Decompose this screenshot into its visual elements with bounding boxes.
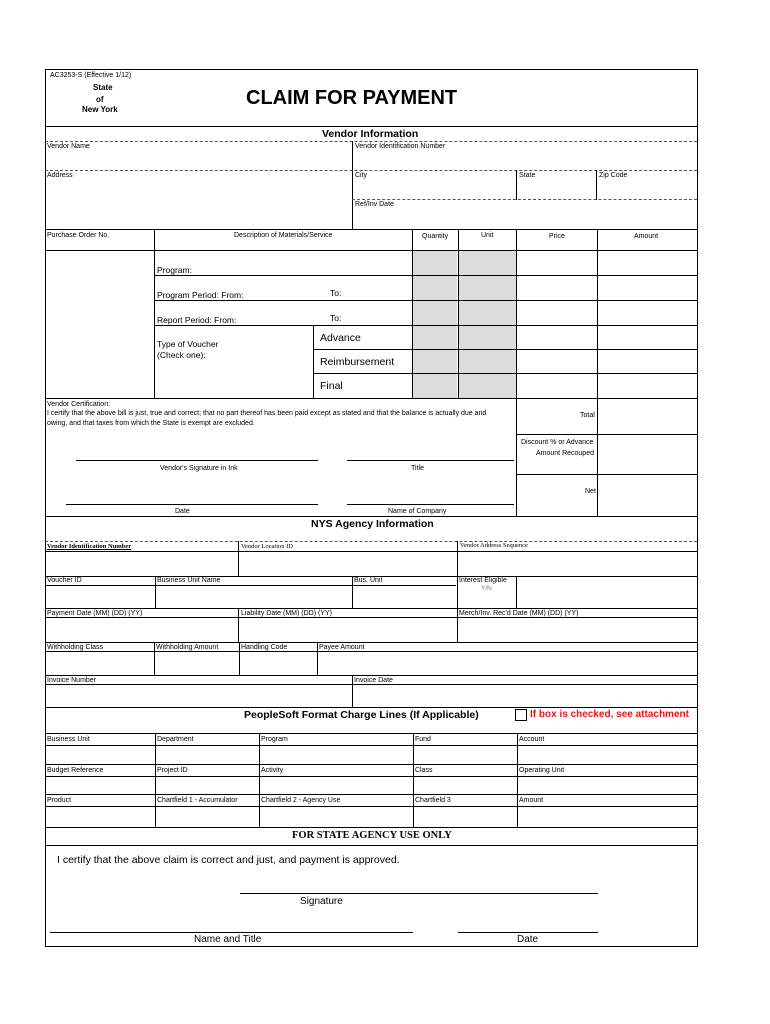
- ps-chartfield3-label: Chartfield 3: [415, 797, 451, 804]
- withholding-class-label: Withholding Class: [47, 644, 104, 651]
- withholding-amount-label: Withholding Amount: [156, 644, 219, 651]
- ps-project-id-label: Project ID: [157, 767, 188, 774]
- total-field[interactable]: [598, 399, 695, 433]
- vendor-address-seq-label: Vendor Address Sequence: [460, 542, 528, 549]
- ps-row3-field-3[interactable]: [260, 807, 412, 826]
- voucher-id-label: Voucher ID: [47, 577, 82, 584]
- vendor-id-label: Vendor Identification Number: [355, 143, 446, 150]
- unit-header: Unit: [481, 232, 494, 239]
- amount-header: Amount: [634, 233, 659, 240]
- page-title: CLAIM FOR PAYMENT: [246, 87, 458, 109]
- zip-label: Zip Code: [599, 172, 628, 179]
- attachment-note: If box is checked, see attachment: [530, 709, 689, 720]
- program-period-label: Program Period: From:: [157, 290, 244, 300]
- invoice-number-label: Invoice Number: [47, 677, 97, 684]
- company-name-field[interactable]: [347, 484, 514, 504]
- ps-product-label: Product: [47, 797, 72, 804]
- agency-section-title: NYS Agency Information: [311, 518, 434, 530]
- business-unit-name-label: Business Unit Name: [157, 577, 221, 584]
- discount-field[interactable]: [598, 435, 695, 473]
- interest-eligible-label: Interest Eligible: [459, 577, 507, 584]
- ps-row1-field-5[interactable]: [518, 746, 695, 763]
- company-name-label: Name of Company: [388, 508, 447, 515]
- city-field[interactable]: [353, 180, 515, 198]
- interest-eligible-field[interactable]: [517, 577, 695, 607]
- bus-unit-field[interactable]: [353, 586, 456, 607]
- ps-row1-field-2[interactable]: [156, 746, 258, 763]
- certification-line-2: owing, and that taxes from which the State is exempt are excluded.: [47, 420, 255, 427]
- ps-business-unit-label: Business Unit: [47, 736, 90, 743]
- address-field[interactable]: [46, 180, 351, 228]
- ps-row2-field-2[interactable]: [156, 777, 258, 793]
- interest-yn-hint: Y/N: [481, 585, 492, 592]
- discount-label-2: Amount Recouped: [536, 450, 594, 457]
- purchase-order-field[interactable]: [46, 251, 153, 397]
- vendor-address-seq-field[interactable]: [458, 552, 695, 575]
- approval-date-field[interactable]: [458, 912, 598, 932]
- vendor-name-label: Vendor Name: [47, 143, 90, 150]
- name-title-field[interactable]: [50, 912, 413, 932]
- net-label: Net: [585, 488, 596, 495]
- ps-account-label: Account: [519, 736, 545, 743]
- quantity-header: Quantity: [422, 233, 449, 240]
- ps-row2-field-3[interactable]: [260, 777, 412, 793]
- advance-option[interactable]: Advance: [320, 332, 361, 344]
- ps-class-label: Class: [415, 767, 433, 774]
- certification-heading: Vendor Certification:: [47, 401, 111, 408]
- payment-date-field[interactable]: [46, 618, 237, 641]
- state-field[interactable]: [517, 180, 595, 198]
- state-line-2: of: [96, 95, 104, 104]
- ps-row3-field-1[interactable]: [46, 807, 154, 826]
- attachment-checkbox[interactable]: [515, 709, 527, 721]
- ps-row2-field-4[interactable]: [414, 777, 516, 793]
- invoice-date-field[interactable]: [353, 685, 695, 706]
- ps-amount-label: Amount: [519, 797, 544, 804]
- purchase-order-label: Purchase Order No.: [47, 232, 110, 239]
- invoice-date-label: Invoice Date: [354, 677, 393, 684]
- ps-row1-field-3[interactable]: [260, 746, 412, 763]
- address-label: Address: [47, 172, 73, 179]
- approval-date-label: Date: [517, 934, 539, 945]
- payment-date-label: Payment Date (MM) (DD) (YY): [47, 610, 143, 617]
- program-label: Program:: [157, 265, 192, 275]
- state-line-1: State: [93, 83, 113, 92]
- vendor-signature-field[interactable]: [76, 440, 318, 460]
- vendor-signature-label: Vendor's Signature in Ink: [160, 465, 238, 472]
- invoice-number-field[interactable]: [46, 685, 351, 706]
- report-period-label: Report Period: From:: [157, 315, 237, 325]
- liability-date-label: Liability Date (MM) (DD) (YY): [241, 610, 333, 617]
- vendor-id-number-field[interactable]: [46, 552, 237, 575]
- final-option[interactable]: Final: [320, 380, 343, 392]
- ps-chartfield1-label: Chartfield 1 - Accumulator: [157, 797, 238, 804]
- vendor-title-label: Title: [411, 465, 424, 472]
- withholding-class-field[interactable]: [46, 652, 153, 674]
- vendor-name-field[interactable]: [46, 151, 351, 169]
- vendor-title-field[interactable]: [347, 440, 514, 460]
- peoplesoft-title: PeopleSoft Format Charge Lines (If Applicable): [244, 709, 479, 721]
- vendor-location-label: Vendor Location ID: [241, 543, 293, 550]
- approval-signature-label: Signature: [300, 896, 343, 907]
- ref-inv-date-label: Ref/Inv Date: [355, 201, 394, 208]
- state-use-certify: I certify that the above claim is correct and just, and payment is approved.: [57, 854, 400, 866]
- vendor-section-title: Vendor Information: [322, 128, 419, 140]
- voucher-type-label-2: (Check one):: [157, 350, 206, 360]
- ps-row2-field-5[interactable]: [518, 777, 695, 793]
- price-header: Price: [549, 233, 565, 240]
- ps-operating-unit-label: Operating Unit: [519, 767, 565, 774]
- zip-field[interactable]: [597, 180, 695, 198]
- state-line-3: New York: [82, 105, 118, 114]
- vendor-id-field[interactable]: [353, 151, 695, 169]
- liability-date-field[interactable]: [239, 618, 456, 641]
- bus-unit-label: Bus. Unit: [354, 577, 383, 584]
- approval-signature-field[interactable]: [240, 873, 598, 893]
- merch-date-field[interactable]: [458, 618, 695, 641]
- vendor-location-field[interactable]: [239, 552, 456, 575]
- date-field[interactable]: [66, 484, 318, 504]
- city-label: City: [355, 172, 368, 179]
- net-field[interactable]: [598, 475, 695, 515]
- ps-fund-label: Fund: [415, 736, 431, 743]
- form-code: AC3253-S (Effective 1/12): [50, 72, 132, 79]
- description-header: Description of Materials/Service: [234, 232, 333, 239]
- ps-budget-reference-label: Budget Reference: [47, 767, 104, 774]
- ps-row1-field-1[interactable]: [46, 746, 154, 763]
- report-period-to-label: To:: [330, 313, 342, 323]
- payee-amount-field[interactable]: [318, 652, 695, 674]
- ps-row3-field-2[interactable]: [156, 807, 258, 826]
- ps-row3-field-4[interactable]: [414, 807, 516, 826]
- reimbursement-option[interactable]: Reimbursement: [320, 356, 395, 368]
- discount-label-1: Discount % or Advance: [521, 439, 594, 446]
- withholding-amount-field[interactable]: [155, 652, 238, 674]
- ps-chartfield2-label: Chartfield 2 - Agency Use: [261, 797, 341, 804]
- ps-activity-label: Activity: [261, 767, 284, 774]
- date-label: Date: [175, 508, 190, 515]
- merch-date-label: Merch/Inv. Rec'd Date (MM) (DD) (YY): [459, 610, 579, 617]
- name-title-label: Name and Title: [194, 934, 262, 945]
- total-label: Total: [580, 412, 595, 419]
- certification-line-1: I certify that the above bill is just, true and correct; that no part thereof has been paid except as stated and that the balance is actually due and: [47, 410, 487, 417]
- ps-row3-field-5[interactable]: [518, 807, 695, 826]
- vendor-id-number-label: Vendor Identification Number: [47, 543, 132, 550]
- payee-amount-label: Payee Amount: [319, 644, 365, 651]
- ps-department-label: Department: [157, 736, 194, 743]
- handling-code-field[interactable]: [240, 652, 316, 674]
- ref-inv-date-field[interactable]: [353, 209, 695, 228]
- program-field[interactable]: [200, 262, 410, 275]
- program-period-to-label: To:: [330, 288, 342, 298]
- ps-row2-field-1[interactable]: [46, 777, 154, 793]
- voucher-id-field[interactable]: [46, 586, 154, 607]
- state-use-title: FOR STATE AGENCY USE ONLY: [292, 830, 452, 841]
- voucher-type-label-1: Type of Voucher: [157, 339, 219, 349]
- business-unit-name-field[interactable]: [156, 586, 351, 607]
- ps-row1-field-4[interactable]: [414, 746, 516, 763]
- ps-program-label: Program: [261, 736, 288, 743]
- handling-code-label: Handling Code: [241, 644, 288, 651]
- state-label: State: [519, 172, 536, 179]
